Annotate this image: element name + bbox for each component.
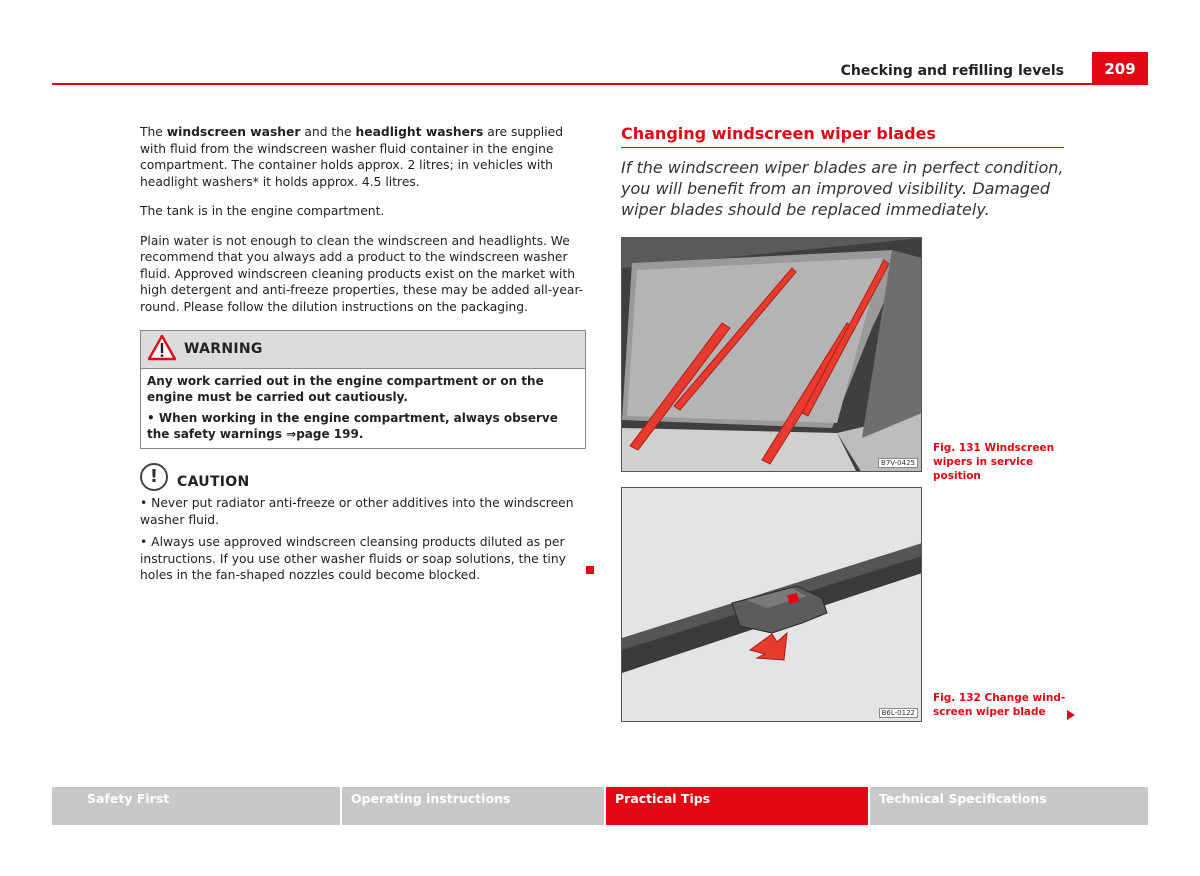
- section-title: Changing windscreen wiper blades: [621, 124, 1064, 148]
- warning-text: Any work carried out in the engine compartment or on the engine must be carried out cautiously.: [147, 374, 544, 404]
- caution-body: [140, 495, 586, 584]
- page-number: 209: [1092, 52, 1148, 85]
- caution-header: [140, 463, 586, 491]
- footer-nav: [52, 787, 1148, 825]
- bold-term-headlight-washers: headlight washers: [355, 125, 484, 139]
- wipers-illustration: [622, 238, 922, 472]
- wiper-blade-illustration: [622, 488, 922, 722]
- figure-code: B6L-0122: [879, 708, 918, 718]
- caution-item: • Always use approved windscreen cleansing products diluted as per instructions. If you use other washer fluids or soap solutions, the tiny holes in the fan-shaped nozzles could become blocked.: [140, 535, 566, 582]
- warning-header: [141, 331, 585, 369]
- tab-technical-specifications[interactable]: Technical Specifications: [870, 787, 1148, 825]
- continue-arrow-icon: [1067, 710, 1075, 720]
- caution-title: CAUTION: [177, 473, 250, 490]
- warning-body: [141, 369, 585, 448]
- figure-change-wiper-blade: [621, 487, 922, 722]
- tab-safety-first[interactable]: Safety First: [52, 787, 340, 825]
- figure-caption: Fig. 131 Windscreen wipers in service position: [933, 442, 1055, 482]
- left-column: [140, 124, 586, 590]
- washer-paragraph: [140, 124, 586, 190]
- tab-practical-tips[interactable]: Practical Tips: [606, 787, 868, 825]
- bold-term-windscreen-washer: windscreen washer: [166, 125, 301, 139]
- section-header-title: Checking and refilling levels: [840, 63, 1064, 79]
- figure-code: B7V-0425: [878, 458, 918, 468]
- warning-box: [140, 330, 586, 449]
- intro-text: If the windscreen wiper blades are in perfect condition, you will benefit from an improved visibility. Damaged wiper blades should be replaced immediately.: [621, 158, 1064, 219]
- tab-operating-instructions[interactable]: Operating instructions: [342, 787, 604, 825]
- warning-triangle-icon: [147, 334, 177, 366]
- header-rule: [52, 83, 1148, 85]
- tank-location-paragraph: The tank is in the engine compartment.: [140, 204, 385, 218]
- text-run: and the: [300, 125, 356, 139]
- warning-title: WARNING: [184, 341, 263, 358]
- caution-item: • Never put radiator anti-freeze or other additives into the windscreen washer fluid.: [140, 496, 574, 527]
- warning-bullet: • When working in the engine compartment, always observe the safety warnings ⇒page 199.: [147, 411, 558, 441]
- exclamation-circle-icon: !: [140, 463, 168, 491]
- text-run: The: [140, 125, 167, 139]
- figure-wipers-service-position: [621, 237, 922, 472]
- section-end-marker: [586, 566, 594, 574]
- figure-caption: Fig. 132 Change wind-screen wiper blade: [933, 692, 1066, 718]
- cleaning-products-paragraph: Plain water is not enough to clean the windscreen and headlights. We recommend that you always add a product to the windscreen washer fluid. Approved windscreen cleaning products exist on the market with high detergent and anti-freeze properties, these may be added all-year-round. Please follow the dilution instructions on the packaging.: [140, 233, 584, 314]
- text-run: are supplied with fluid from the windscreen washer fluid container in the engine compartment. The container holds approx. 2 litres; in vehicles with headlight washers* it holds approx. 4.5 litres.: [140, 125, 564, 189]
